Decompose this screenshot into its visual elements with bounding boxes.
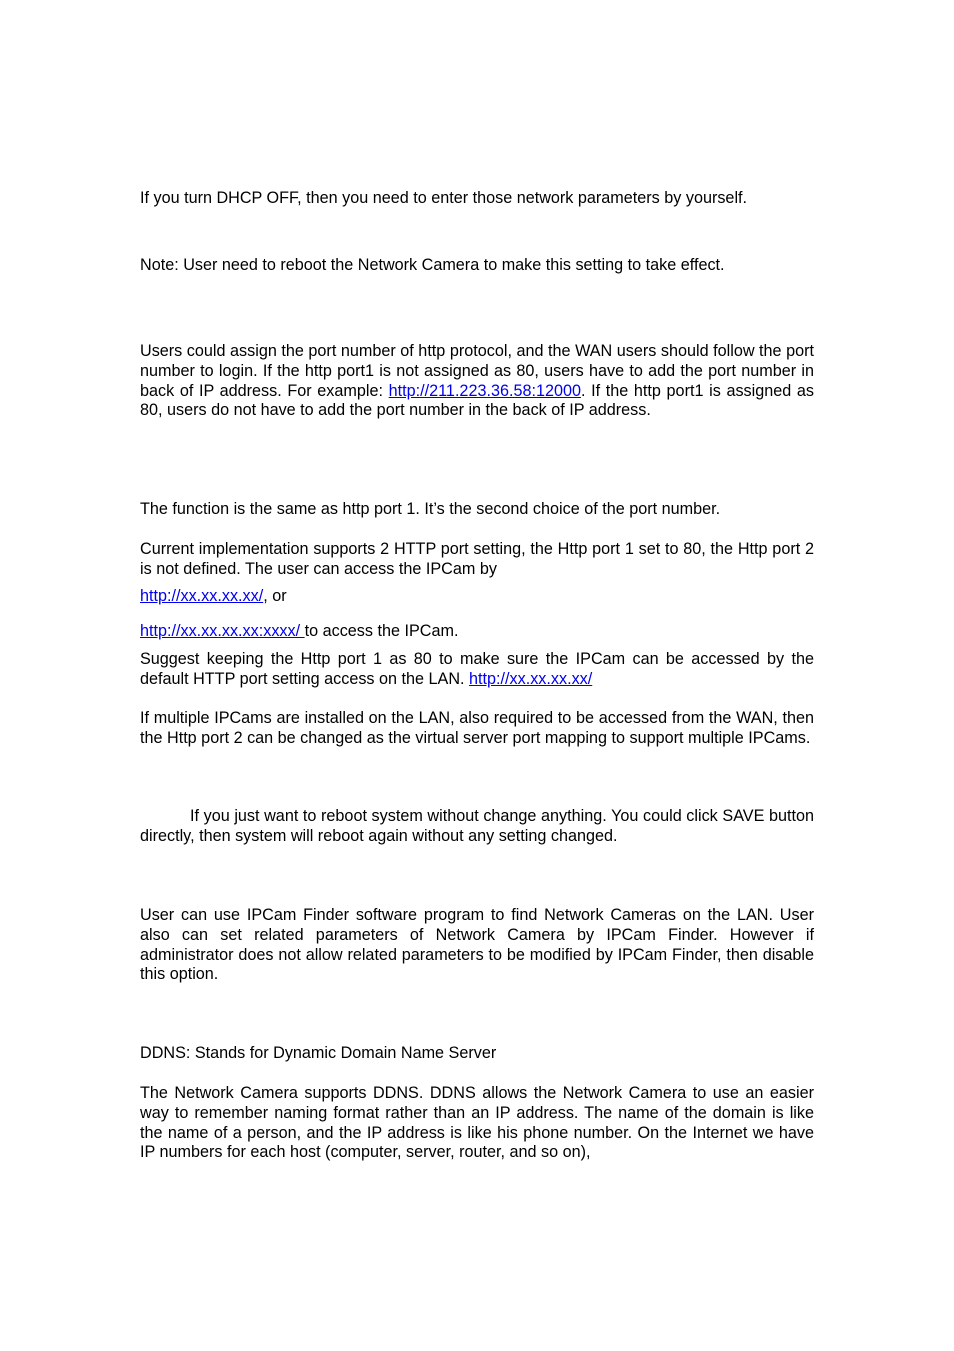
dhcp-off-paragraph: If you turn DHCP OFF, then you need to enter those network parameters by yourself. xyxy=(140,189,748,207)
suggest-text: Suggest keeping the Http port 1 as 80 to make sure the IPCam can be accessed by the default HTTP port setting access on the LAN. xyxy=(140,650,814,688)
http-port1-text-a: Users could assign the port number of http protocol, and the WAN users should follow the port number to login. If the http port1 is not assigned as 80, users have to add the port number in back of IP address. For example: xyxy=(140,342,814,400)
reboot-note-paragraph: Note: User need to reboot the Network Camera to make this setting to take effect. xyxy=(140,256,725,274)
lan-url-link[interactable]: http://xx.xx.xx.xx/ xyxy=(469,669,593,688)
http-port2-paragraph: The function is the same as http port 1. It’s the second choice of the port number. xyxy=(140,500,721,518)
http-port1-paragraph xyxy=(140,342,814,421)
multiple-ipcams-paragraph: If multiple IPCams are installed on the LAN, also required to be accessed from the WAN, then the Http port 2 can be changed as the virtual server port mapping to support multiple IPCams. xyxy=(140,709,814,747)
access-url-line-2 xyxy=(140,622,814,642)
example-url-link[interactable]: http://211.223.36.58:12000 xyxy=(388,381,581,400)
access-url-line-1 xyxy=(140,587,814,607)
suggest-paragraph xyxy=(140,650,814,690)
ipcam-url-link[interactable]: http://xx.xx.xx.xx/ xyxy=(140,587,264,605)
reboot-without-change-paragraph: If you just want to reboot system without change anything. You could click SAVE button directly, then system will reboot again without any setting changed. xyxy=(140,807,814,845)
ddns-description-paragraph: The Network Camera supports DDNS. DDNS allows the Network Camera to use an easier way to remember naming format rather than an IP address. The name of the domain is like the name of a person, and the IP address is like his phone number. On the Internet we have IP numbers for each host (computer, server, router, and so on), xyxy=(140,1084,814,1162)
ipcam-port-url-link[interactable]: http://xx.xx.xx.xx:xxxx/ xyxy=(140,622,305,640)
http-port1-text-b: . If the http port1 is assigned as 80, users do not have to add the port number in the back of IP address. xyxy=(140,381,814,420)
ddns-definition-paragraph: DDNS: Stands for Dynamic Domain Name Server xyxy=(140,1044,497,1062)
ipcam-finder-paragraph: User can use IPCam Finder software program to find Network Cameras on the LAN. User also can set related parameters of Network Camera by IPCam Finder. However if administrator does not allow related parameters to be modified by IPCam Finder, then disable this option. xyxy=(140,906,814,984)
access-url-line-1-text: , or xyxy=(263,587,287,605)
current-implementation-paragraph: Current implementation supports 2 HTTP port setting, the Http port 1 set to 80, the Http port 2 is not defined. The user can access the IPCam by xyxy=(140,540,814,578)
access-url-line-2-text: to access the IPCam. xyxy=(304,622,459,640)
